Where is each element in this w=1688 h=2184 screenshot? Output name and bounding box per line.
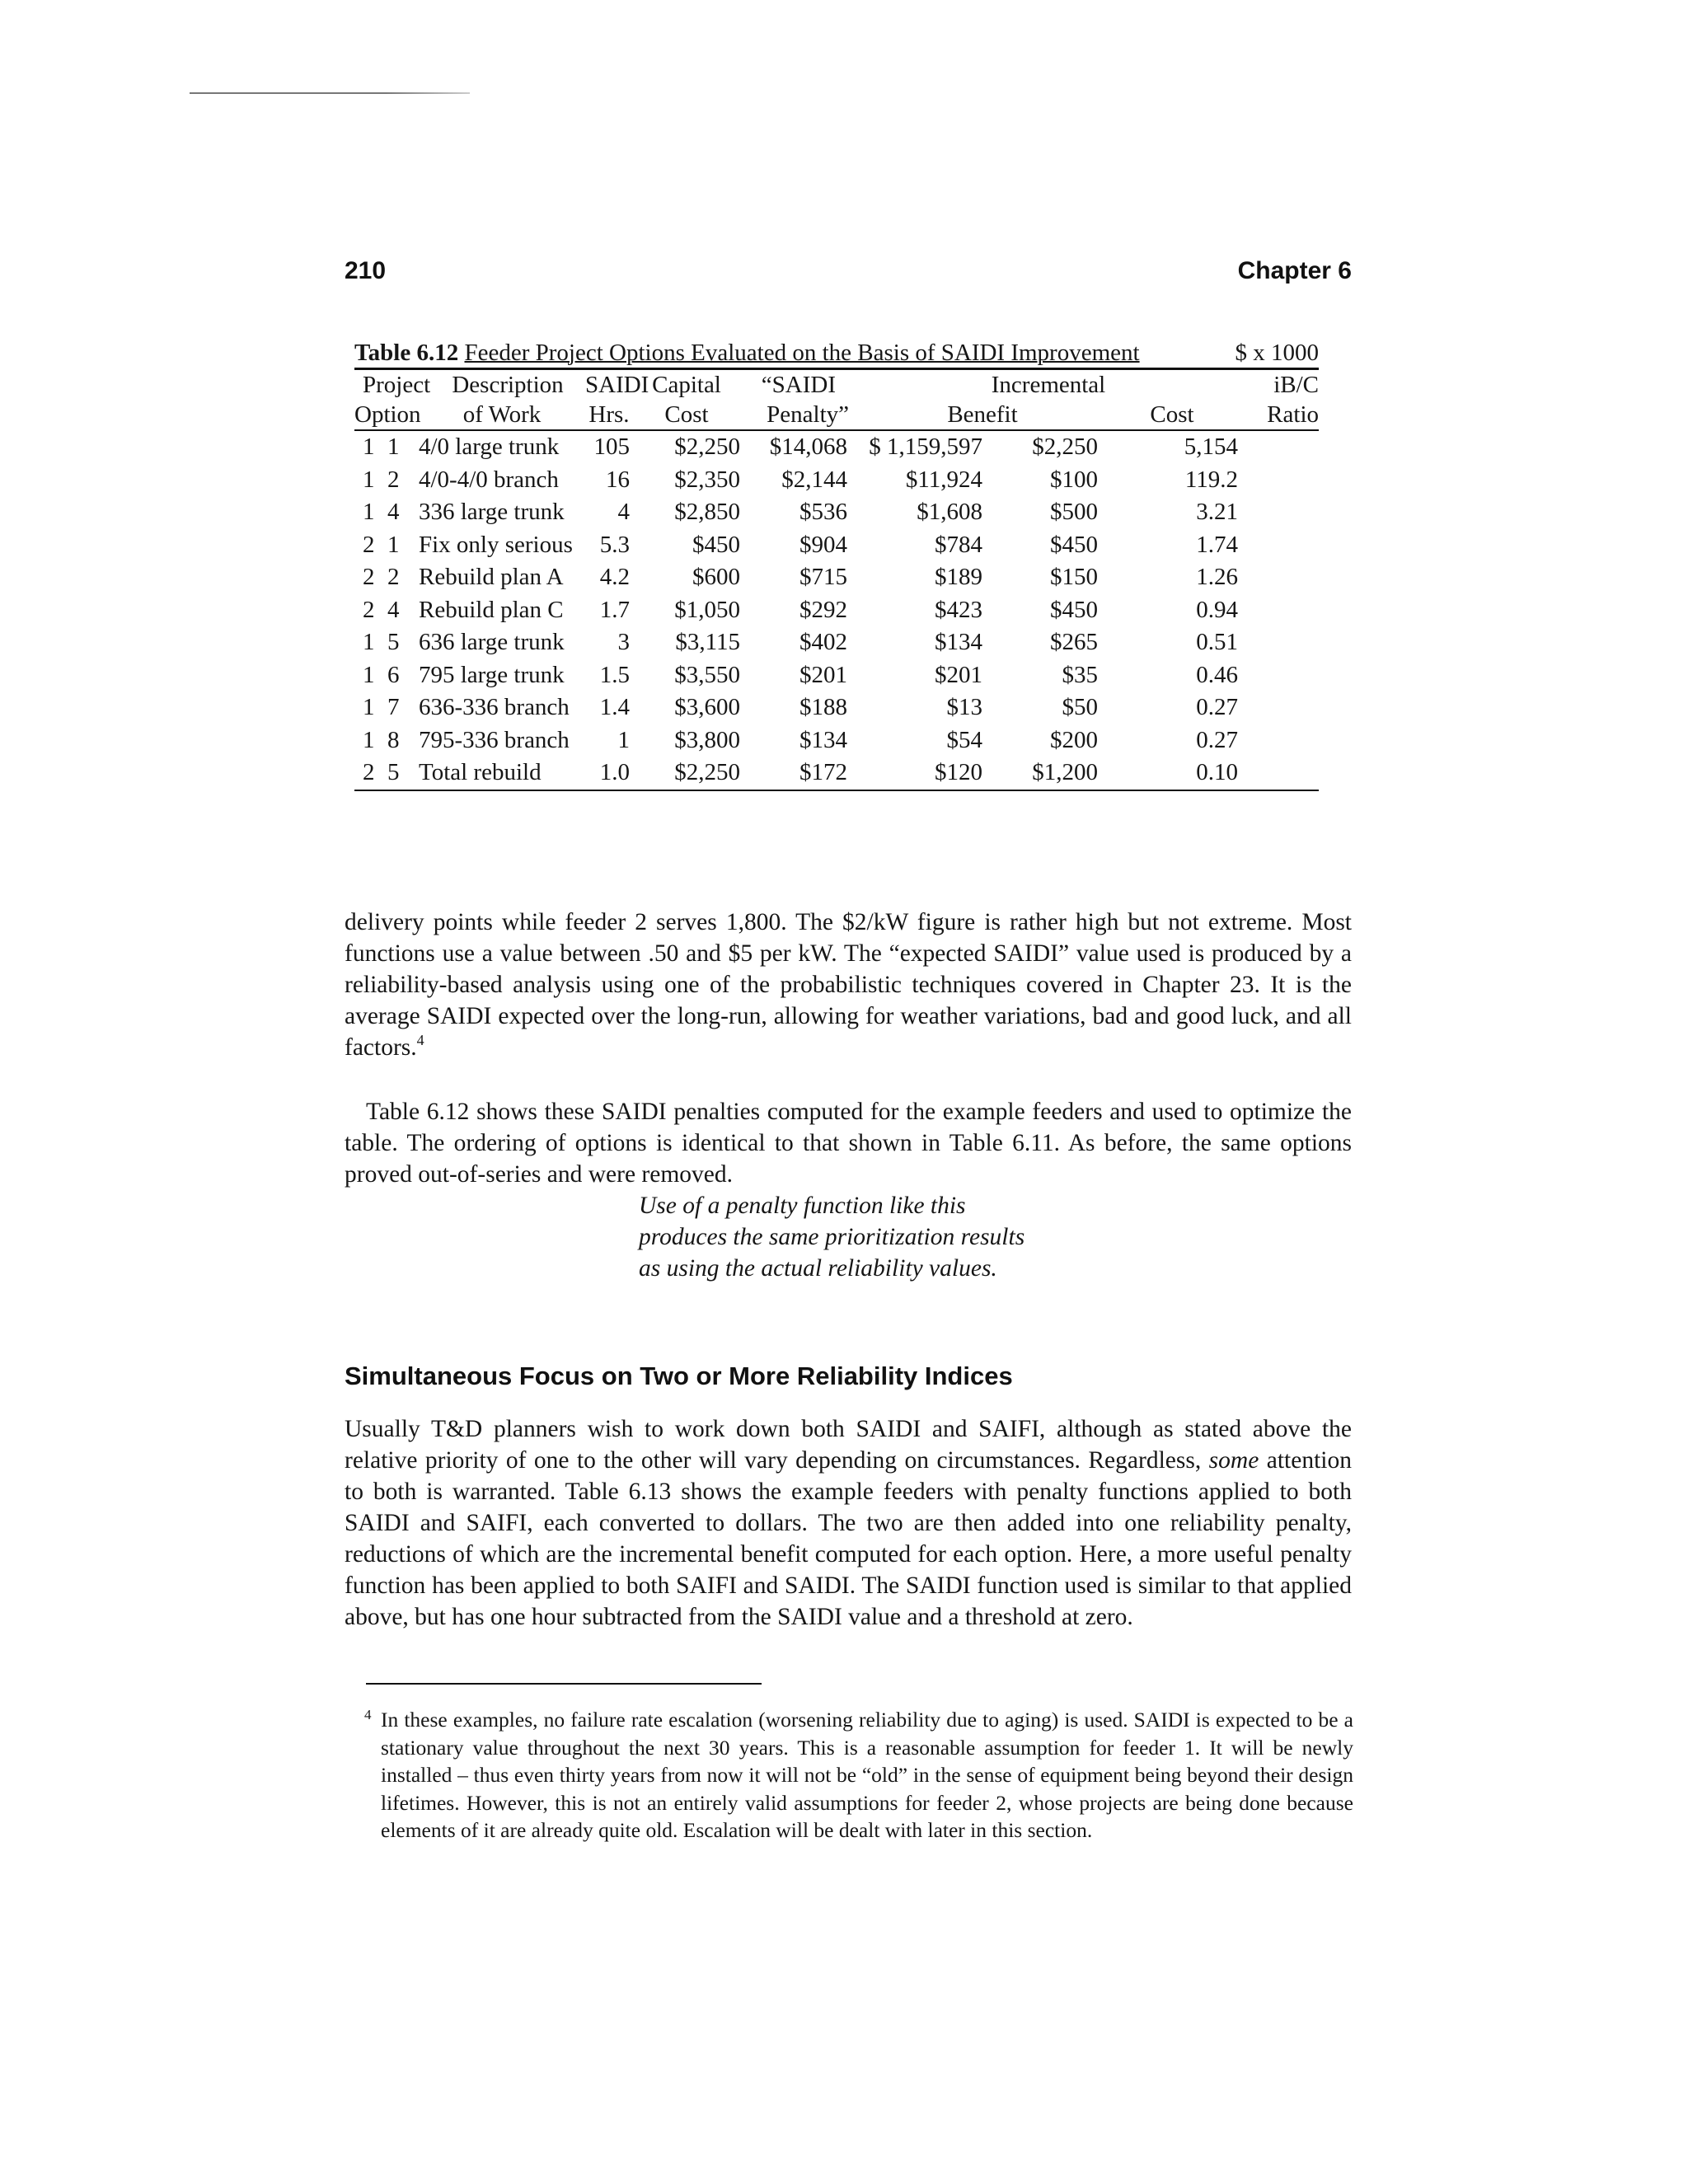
cell-ratio: 119.2 <box>1184 466 1239 493</box>
header-row-2 <box>354 400 1319 430</box>
cell-option: 5 <box>387 759 400 785</box>
cell-option: 2 <box>387 564 400 590</box>
cell-incremental-benefit: $784 <box>935 531 982 558</box>
paragraph-3 <box>345 1413 1352 1633</box>
cell-incremental-cost: $450 <box>1050 596 1098 623</box>
cell-project: 2 <box>363 531 375 558</box>
col-header-of-work: of Work <box>419 400 585 430</box>
cell-option: 7 <box>387 694 400 720</box>
cell-option: 6 <box>387 661 400 688</box>
table-row <box>354 464 1319 497</box>
cell-saidi-hrs: 4 <box>617 499 630 525</box>
cell-capital-cost: $2,250 <box>674 434 740 460</box>
cell-description: Fix only serious <box>419 531 573 558</box>
cell-saidi-hrs: 1.7 <box>599 596 630 623</box>
cell-incremental-benefit: $ 1,159,597 <box>869 434 982 460</box>
cell-ratio: 1.74 <box>1196 531 1239 558</box>
header-row-1 <box>354 370 1319 400</box>
col-header-option: Option <box>354 400 419 430</box>
col-header-inc-cost: Cost <box>1106 400 1238 430</box>
cell-incremental-cost: $265 <box>1050 629 1098 655</box>
cell-option: 1 <box>387 531 400 558</box>
table-row <box>354 529 1319 562</box>
cell-penalty: $536 <box>799 499 847 525</box>
cell-description: 795 large trunk <box>419 661 565 688</box>
cell-incremental-benefit: $120 <box>935 759 982 785</box>
cell-ratio: 0.46 <box>1196 661 1239 688</box>
table-row <box>354 626 1319 659</box>
cell-project: 2 <box>363 564 375 590</box>
data-table <box>354 370 1319 790</box>
col-header-penalty: Penalty” <box>740 400 859 430</box>
cell-incremental-cost: $2,250 <box>1032 434 1098 460</box>
pull-quote-line-3: as using the actual reliability values. <box>639 1255 997 1282</box>
cell-ratio: 3.21 <box>1196 499 1239 525</box>
cell-description: Rebuild plan A <box>419 564 564 590</box>
col-header-capital: Capital <box>652 372 721 398</box>
cell-penalty: $715 <box>799 564 847 590</box>
cell-ratio: 0.51 <box>1196 629 1239 655</box>
cell-option: 2 <box>387 466 400 493</box>
cell-capital-cost: $450 <box>692 531 740 558</box>
cell-incremental-benefit: $13 <box>946 694 982 720</box>
pull-quote-line-2: produces the same prioritization results <box>639 1224 1025 1250</box>
section-heading: Simultaneous Focus on Two or More Reliability Indices <box>345 1361 1013 1390</box>
table-6-12 <box>354 338 1319 791</box>
cell-description: 4/0-4/0 branch <box>419 466 559 493</box>
cell-saidi-hrs: 1.5 <box>599 661 630 688</box>
paragraph-1-text: delivery points while feeder 2 serves 1,800. The $2/kW figure is rather high but not extreme. Most functions use a value between .50 and $5 per kW. The “expected SAIDI” value used is produced by a reliability-based analysis using one of the probabilistic techniques covered in Chapter 23. It is the average SAIDI expected over the long-run, allowing for weather variations, bad and good luck, and all factors. <box>345 909 1352 1061</box>
col-header-description: Description <box>452 372 564 398</box>
col-header-project: Project <box>363 372 431 398</box>
pull-quote <box>639 1190 1067 1284</box>
cell-project: 2 <box>363 759 375 785</box>
cell-penalty: $188 <box>799 694 847 720</box>
cell-description: Total rebuild <box>419 759 542 785</box>
page-number: 210 <box>345 257 387 284</box>
cell-capital-cost: $2,850 <box>674 499 740 525</box>
paragraph-3-part-b: attention to both is warranted. Table 6.13 shows the example feeders with penalty functions applied to both SAIDI and SAIFI, each converted to dollars. The two are then added into one reliability penalty, reductions of which are the incremental benefit computed for each option. Here, a more useful penalty function has been applied to both SAIFI and SAIDI. The SAIDI function used is similar to that applied above, but has one hour subtracted from the SAIDI value and a threshold at zero. <box>345 1447 1352 1630</box>
cell-penalty: $134 <box>799 726 847 753</box>
cell-incremental-cost: $500 <box>1050 499 1098 525</box>
table-row <box>354 594 1319 627</box>
table-row <box>354 430 1319 464</box>
cell-option: 8 <box>387 726 400 753</box>
cell-project: 1 <box>363 726 375 753</box>
footnote-mark: 4 <box>364 1707 372 1722</box>
col-header-ratio: Ratio <box>1238 400 1319 430</box>
cell-project: 1 <box>363 661 375 688</box>
cell-capital-cost: $1,050 <box>674 596 740 623</box>
cell-incremental-benefit: $1,608 <box>917 499 982 525</box>
cell-description: 636 large trunk <box>419 629 565 655</box>
cell-penalty: $904 <box>799 531 847 558</box>
cell-description: 336 large trunk <box>419 499 565 525</box>
cell-penalty: $172 <box>799 759 847 785</box>
cell-project: 1 <box>363 434 375 460</box>
cell-project: 1 <box>363 629 375 655</box>
table-row <box>354 659 1319 692</box>
cell-capital-cost: $3,600 <box>674 694 740 720</box>
paragraph-1 <box>345 907 1352 1063</box>
cell-penalty: $2,144 <box>781 466 847 493</box>
cell-incremental-cost: $50 <box>1062 694 1098 720</box>
table-caption-title: Feeder Project Options Evaluated on the Basis of SAIDI Improvement <box>464 340 1140 366</box>
cell-saidi-hrs: 1 <box>617 726 630 753</box>
table-bottom-rule <box>354 790 1319 791</box>
footnote-text: In these examples, no failure rate escalation (worsening reliability due to aging) is used. SAIDI is expected to be a stationary value throughout the next 30 years. This is a reasonable assumption for feeder 1. It will be newly installed – thus even thirty years from now it will not be “old” in the sense of equipment being beyond their design lifetimes. However, this is not an entirely valid assumptions for feeder 2, whose projects are being done because elements of it are already quite old. Escalation will be dealt with later in this section. <box>381 1708 1353 1842</box>
table-row <box>354 496 1319 529</box>
col-header-saidi: SAIDI <box>585 372 649 398</box>
cell-incremental-cost: $1,200 <box>1032 759 1098 785</box>
cell-penalty: $201 <box>799 661 847 688</box>
cell-capital-cost: $2,250 <box>674 759 740 785</box>
cell-penalty: $14,068 <box>769 434 847 460</box>
cell-saidi-hrs: 16 <box>606 466 630 493</box>
cell-project: 1 <box>363 466 375 493</box>
cell-ratio: 0.94 <box>1196 596 1239 623</box>
paragraph-3-emphasis: some <box>1208 1447 1259 1474</box>
cell-ratio: 0.10 <box>1196 759 1239 785</box>
cell-ratio: 1.26 <box>1196 564 1239 590</box>
cell-project: 1 <box>363 499 375 525</box>
cell-capital-cost: $3,550 <box>674 661 740 688</box>
cell-saidi-hrs: 1.0 <box>599 759 630 785</box>
col-header-cost: Cost <box>633 400 740 430</box>
cell-project: 1 <box>363 694 375 720</box>
cell-incremental-benefit: $189 <box>935 564 982 590</box>
table-row <box>354 561 1319 594</box>
table-caption-units: $ x 1000 <box>1235 340 1319 366</box>
footnote-ref: 4 <box>416 1032 424 1048</box>
footnote-rule <box>366 1683 762 1685</box>
table-row <box>354 724 1319 757</box>
col-header-hrs: Hrs. <box>585 400 633 430</box>
cell-incremental-cost: $150 <box>1050 564 1098 590</box>
cell-option: 4 <box>387 499 400 525</box>
table-row <box>354 691 1319 724</box>
cell-option: 5 <box>387 629 400 655</box>
cell-saidi-hrs: 5.3 <box>599 531 630 558</box>
cell-option: 4 <box>387 596 400 623</box>
scan-artifact-line <box>190 92 470 94</box>
cell-penalty: $402 <box>799 629 847 655</box>
cell-ratio: 5,154 <box>1184 434 1239 460</box>
paragraph-3-part-a: Usually T&D planners wish to work down both SAIDI and SAIFI, although as stated above the relative priority of one to the other will vary depending on circumstances. Regardless, <box>345 1416 1352 1474</box>
cell-project: 2 <box>363 596 375 623</box>
cell-ratio: 0.27 <box>1196 726 1239 753</box>
cell-capital-cost: $2,350 <box>674 466 740 493</box>
cell-incremental-benefit: $134 <box>935 629 982 655</box>
table-row <box>354 757 1319 790</box>
pull-quote-line-1: Use of a penalty function like this <box>639 1193 966 1219</box>
cell-saidi-hrs: 4.2 <box>599 564 630 590</box>
cell-incremental-cost: $100 <box>1050 466 1098 493</box>
table-caption-label: Table 6.12 <box>354 340 459 366</box>
cell-incremental-benefit: $11,924 <box>905 466 982 493</box>
col-header-incremental: Incremental <box>991 372 1106 398</box>
cell-capital-cost: $600 <box>692 564 740 590</box>
cell-incremental-benefit: $201 <box>935 661 982 688</box>
paragraph-2: Table 6.12 shows these SAIDI penalties computed for the example feeders and used to optimize the table. The ordering of options is identical to that shown in Table 6.11. As before, the same options proved out-of-series and were removed. <box>345 1099 1352 1188</box>
cell-description: 636-336 branch <box>419 694 570 720</box>
cell-description: Rebuild plan C <box>419 596 564 623</box>
cell-option: 1 <box>387 434 400 460</box>
table-body <box>354 430 1319 790</box>
cell-saidi-hrs: 105 <box>593 434 630 460</box>
cell-incremental-cost: $35 <box>1062 661 1098 688</box>
chapter-label: Chapter 6 <box>1237 257 1352 284</box>
cell-incremental-cost: $200 <box>1050 726 1098 753</box>
col-header-ibc: iB/C <box>1273 372 1320 398</box>
cell-saidi-hrs: 1.4 <box>599 694 630 720</box>
cell-incremental-benefit: $423 <box>935 596 982 623</box>
cell-description: 4/0 large trunk <box>419 434 560 460</box>
cell-incremental-benefit: $54 <box>946 726 982 753</box>
col-header-benefit: Benefit <box>859 400 1106 430</box>
cell-capital-cost: $3,115 <box>675 629 740 655</box>
cell-incremental-cost: $450 <box>1050 531 1098 558</box>
table-caption <box>354 338 1319 368</box>
col-header-saidi-penalty: “SAIDI <box>761 372 836 398</box>
cell-penalty: $292 <box>799 596 847 623</box>
cell-capital-cost: $3,800 <box>674 726 740 753</box>
cell-ratio: 0.27 <box>1196 694 1239 720</box>
cell-saidi-hrs: 3 <box>617 629 630 655</box>
footnote <box>364 1706 1353 1844</box>
cell-description: 795-336 branch <box>419 726 570 753</box>
